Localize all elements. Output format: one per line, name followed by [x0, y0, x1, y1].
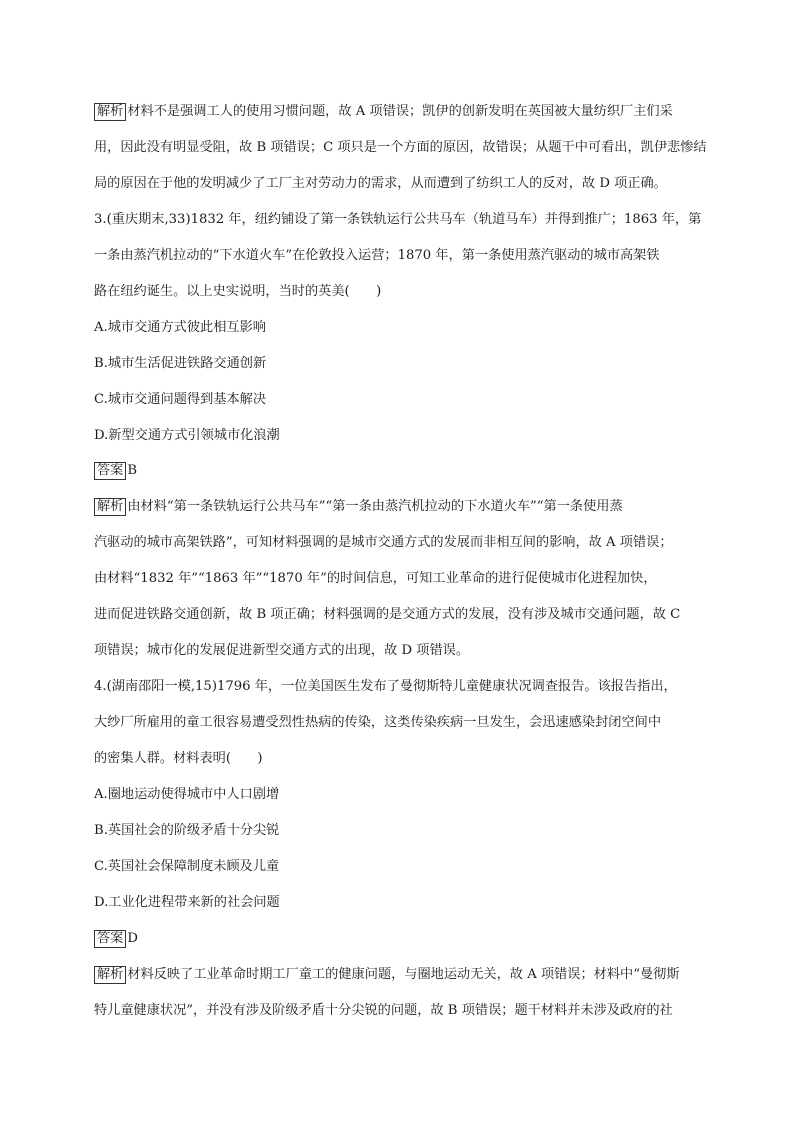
answer-value: D	[127, 931, 138, 946]
answer-value: B	[127, 463, 138, 478]
analysis-line: 项错误；城市化的发展促进新型交通方式的出现，故 D 项错误。	[94, 643, 470, 658]
answer-line	[94, 930, 694, 948]
option-c: C.城市交通问题得到基本解决	[94, 392, 267, 407]
analysis-line: 解析 材料反映了工业革命时期工厂童工的健康问题，与圈地运动无关，故 A 项错误；材料中“曼彻斯	[94, 966, 694, 984]
analysis-line: 汽驱动的城市高架铁路”，可知材料强调的是城市交通方式的发展而非相互间的影响，故 A 项错误；	[94, 535, 673, 550]
answer-tag: 答案	[94, 930, 126, 948]
option-c: C.英国社会保障制度未顾及儿童	[94, 859, 280, 874]
option-b: B.城市生活促进铁路交通创新	[94, 356, 267, 371]
analysis-line: 解析 材料不是强调工人的使用习惯问题，故 A 项错误；凯伊的创新发明在英国被大量纺织厂主们采	[94, 103, 694, 121]
question-stem-line: 4.(湖南邵阳一模,15)1796 年，一位美国医生发布了曼彻斯特儿童健康状况调查报告。该报告指出，	[94, 679, 677, 694]
question-stem-line: 一条由蒸汽机拉动的“下水道火车”在伦敦投入运营；1870 年，第一条使用蒸汽驱动的城市高架铁	[94, 248, 660, 263]
answer-tag: 答案	[94, 462, 126, 480]
question-stem-line: 的密集人群。材料表明( )	[94, 751, 263, 766]
option-d: D.工业化进程带来新的社会问题	[94, 895, 280, 910]
option-a: A.圈地运动使得城市中人口剧增	[94, 787, 280, 802]
analysis-line: 进而促进铁路交通创新，故 B 项正确；材料强调的是交通方式的发展，没有涉及城市交通问题，故 C	[94, 607, 681, 622]
analysis-line: 解析 由材料“第一条铁轨运行公共马车”“第一条由蒸汽机拉动的下水道火车”“第一条使用蒸	[94, 498, 694, 516]
analysis-line: 特儿童健康状况”，并没有涉及阶级矛盾十分尖锐的问题，故 B 项错误；题干材料并未涉及政府的社	[94, 1003, 673, 1018]
analysis-line: 局的原因在于他的发明减少了工厂主对劳动力的需求，从而遭到了纺织工人的反对，故 D 项正确。	[94, 176, 667, 191]
option-b: B.英国社会的阶级矛盾十分尖锐	[94, 823, 280, 838]
option-a: A.城市交通方式彼此相互影响	[94, 320, 266, 335]
analysis-tag: 解析	[94, 103, 126, 121]
question-stem-line: 路在纽约诞生。以上史实说明，当时的英美( )	[94, 284, 382, 299]
question-stem-line: 3.(重庆期末,33)1832 年，纽约铺设了第一条铁轨运行公共马车（轨道马车）并得到推广；1863 年，第	[94, 212, 702, 227]
analysis-line: 用，因此没有明显受阻，故 B 项错误；C 项只是一个方面的原因，故错误；从题干中可看出，凯伊悲惨结	[94, 140, 707, 155]
analysis-tag: 解析	[94, 498, 126, 516]
answer-line	[94, 462, 694, 480]
analysis-line: 由材料“1832 年”“1863 年”“1870 年”的时间信息，可知工业革命的进行促使城市化进程加快，	[94, 571, 657, 586]
option-d: D.新型交通方式引领城市化浪潮	[94, 428, 280, 443]
analysis-tag: 解析	[94, 966, 126, 984]
question-stem-line: 大纱厂所雇用的童工很容易遭受烈性热病的传染，这类传染疾病一旦发生，会迅速感染封闭空间中	[94, 715, 662, 730]
